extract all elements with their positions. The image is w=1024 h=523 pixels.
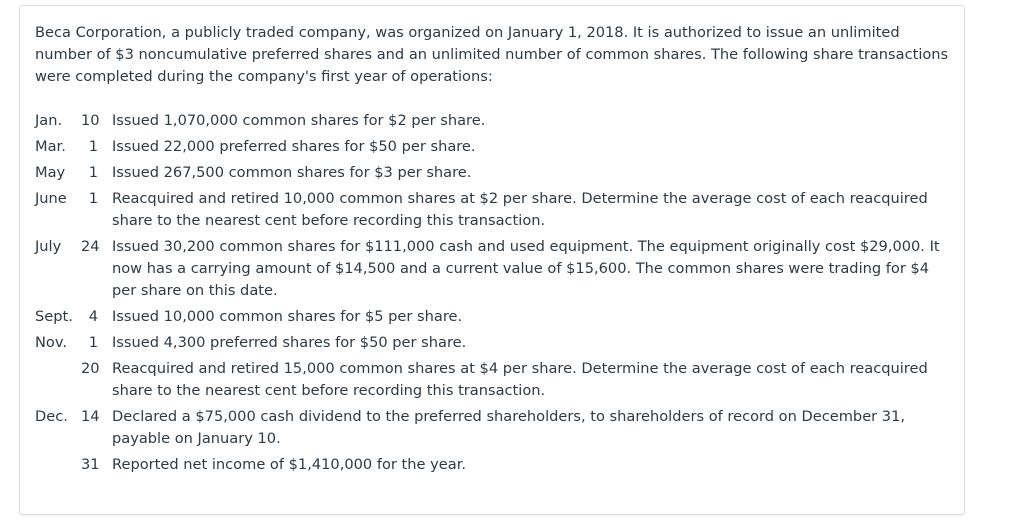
transaction-description: Issued 267,500 common shares for $3 per share.: [112, 164, 472, 181]
transaction-day: 4: [88, 308, 98, 325]
transaction-description: Declared a $75,000 cash dividend to the preferred shareholders, to shareholders of record on December 31, payable on January 10.: [112, 408, 906, 447]
question-card: [19, 5, 965, 515]
transaction-month: May: [35, 164, 66, 181]
transaction-day: 24: [81, 238, 100, 255]
transaction-day: 20: [81, 360, 100, 377]
transaction-row: [35, 406, 950, 450]
transaction-description: Reacquired and retired 15,000 common shares at $4 per share. Determine the average cost of each reacquired share to the nearest cent before recording this transaction.: [112, 360, 928, 399]
transaction-month: July: [35, 238, 62, 255]
transaction-row: [35, 162, 950, 184]
transaction-description: Issued 30,200 common shares for $111,000 cash and used equipment. The equipment originally cost $29,000. It now has a carrying amount of $14,500 and a current value of $15,600. The common shares were trading for $4 per share on this date.: [112, 238, 940, 299]
transaction-list: [35, 110, 950, 480]
transaction-row: [35, 136, 950, 158]
transaction-day: 31: [81, 456, 100, 473]
transaction-row: [35, 236, 950, 302]
transaction-description: Issued 22,000 preferred shares for $50 per share.: [112, 138, 476, 155]
transaction-month: Sept.: [35, 308, 73, 325]
transaction-row: [35, 110, 950, 132]
transaction-row: [35, 454, 950, 476]
transaction-description: Reacquired and retired 10,000 common shares at $2 per share. Determine the average cost of each reacquired share to the nearest cent before recording this transaction.: [112, 190, 928, 229]
transaction-month: June: [35, 190, 67, 207]
transaction-description: Issued 1,070,000 common shares for $2 per share.: [112, 112, 486, 129]
transaction-description: Issued 4,300 preferred shares for $50 per share.: [112, 334, 467, 351]
transaction-description: Issued 10,000 common shares for $5 per share.: [112, 308, 463, 325]
transaction-day: 1: [88, 190, 98, 207]
transaction-month: Nov.: [35, 334, 67, 351]
transaction-day: 1: [88, 138, 98, 155]
transaction-month: [35, 454, 81, 476]
transaction-row: [35, 306, 950, 328]
transaction-row: [35, 188, 950, 232]
transaction-row: [35, 358, 950, 402]
problem-intro: Beca Corporation, a publicly traded company, was organized on January 1, 2018. It is authorized to issue an unlimited number of $3 noncumulative preferred shares and an unlimited number of common shares. The following share transactions were completed during the company's first year of operations:: [35, 24, 949, 85]
transaction-day: 14: [81, 408, 100, 425]
transaction-day: 10: [81, 112, 100, 129]
transaction-month: Mar.: [35, 138, 66, 155]
transaction-description: Reported net income of $1,410,000 for the year.: [112, 456, 466, 473]
transaction-month: [35, 358, 81, 402]
transaction-month: Jan.: [35, 112, 63, 129]
transaction-month: Dec.: [35, 408, 68, 425]
transaction-day: 1: [88, 164, 98, 181]
transaction-row: [35, 332, 950, 354]
transaction-day: 1: [88, 334, 98, 351]
